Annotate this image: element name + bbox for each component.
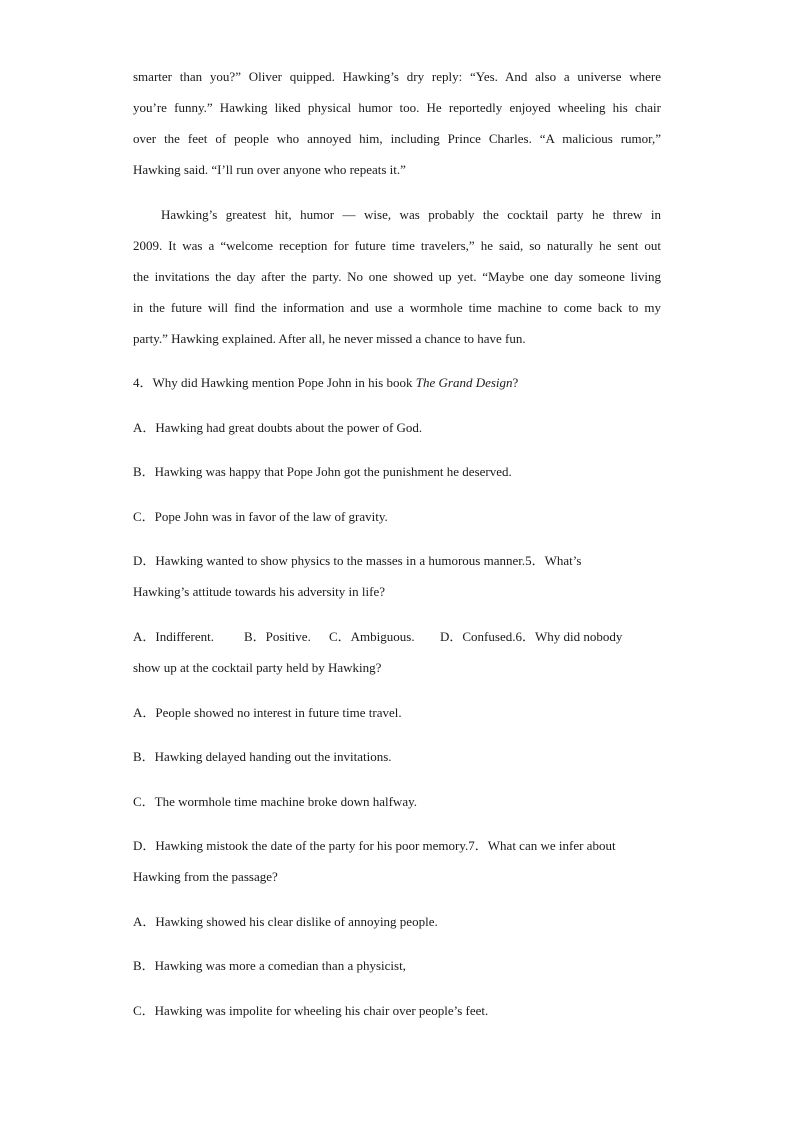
question-4-stem-suffix: ? (512, 375, 519, 390)
question-6-option-d-line-1: D．Hawking mistook the date of the party for his poor memory.7．What can we infer about (133, 838, 616, 853)
question-7-stem: Hawking from the passage? (133, 869, 278, 884)
passage-p2-line-1: Hawking’s greatest hit, humor — wise, was probably the cocktail party he threw in (161, 207, 661, 222)
question-5-option-c: C．Ambiguous. (329, 629, 415, 644)
question-4-option-c: C．Pope John was in favor of the law of gravity. (133, 509, 388, 524)
question-7-option-a: A．Hawking showed his clear dislike of annoying people. (133, 914, 438, 929)
question-5-option-d: D．Confused.6．Why did nobody (440, 629, 623, 644)
passage-p1-line-3: over the feet of people who annoyed him, including Prince Charles. “A malicious rumor,” (133, 131, 661, 146)
question-4-option-a: A．Hawking had great doubts about the power of God. (133, 420, 423, 435)
passage-p2-line-3: the invitations the day after the party. No one showed up yet. “Maybe one day someone living (133, 269, 661, 284)
passage-p2-line-2: 2009. It was a “welcome reception for future time travelers,” he said, so naturally he sent out (133, 238, 661, 253)
question-6-option-b: B．Hawking delayed handing out the invitations. (133, 749, 392, 764)
question-4-stem-prefix: 4．Why did Hawking mention Pope John in his book (133, 375, 416, 390)
question-6-option-a: A．People showed no interest in future time travel. (133, 705, 402, 720)
question-5-option-a: A．Indifferent. (133, 629, 214, 644)
passage-p1-line-1: smarter than you?” Oliver quipped. Hawking’s dry reply: “Yes. And also a universe where (133, 69, 661, 84)
question-6-stem: show up at the cocktail party held by Hawking? (133, 660, 382, 675)
passage-p2-line-4: in the future will find the information and use a wormhole time machine to come back to my (133, 300, 661, 315)
passage-p1-line-2: you’re funny.” Hawking liked physical humor too. He reportedly enjoyed wheeling his chair (133, 100, 661, 115)
passage-p2-line-5: party.” Hawking explained. After all, he never missed a chance to have fun. (133, 331, 526, 346)
question-4-stem (133, 375, 518, 391)
passage-p1-line-4: Hawking said. “I’ll run over anyone who repeats it.” (133, 162, 406, 177)
question-5-stem: Hawking’s attitude towards his adversity in life? (133, 584, 386, 599)
question-7-option-b: B．Hawking was more a comedian than a physicist, (133, 958, 406, 973)
book-title: The Grand Design (415, 375, 513, 390)
question-6-option-c: C．The wormhole time machine broke down halfway. (133, 794, 417, 809)
question-5-options-row (133, 629, 622, 645)
question-5-option-b: B．Positive. (244, 629, 311, 644)
question-7-option-c: C．Hawking was impolite for wheeling his chair over people’s feet. (133, 1003, 489, 1018)
question-4-option-d-line-1: D．Hawking wanted to show physics to the masses in a humorous manner.5．What’s (133, 553, 582, 568)
question-4-option-b: B．Hawking was happy that Pope John got the punishment he deserved. (133, 464, 512, 479)
